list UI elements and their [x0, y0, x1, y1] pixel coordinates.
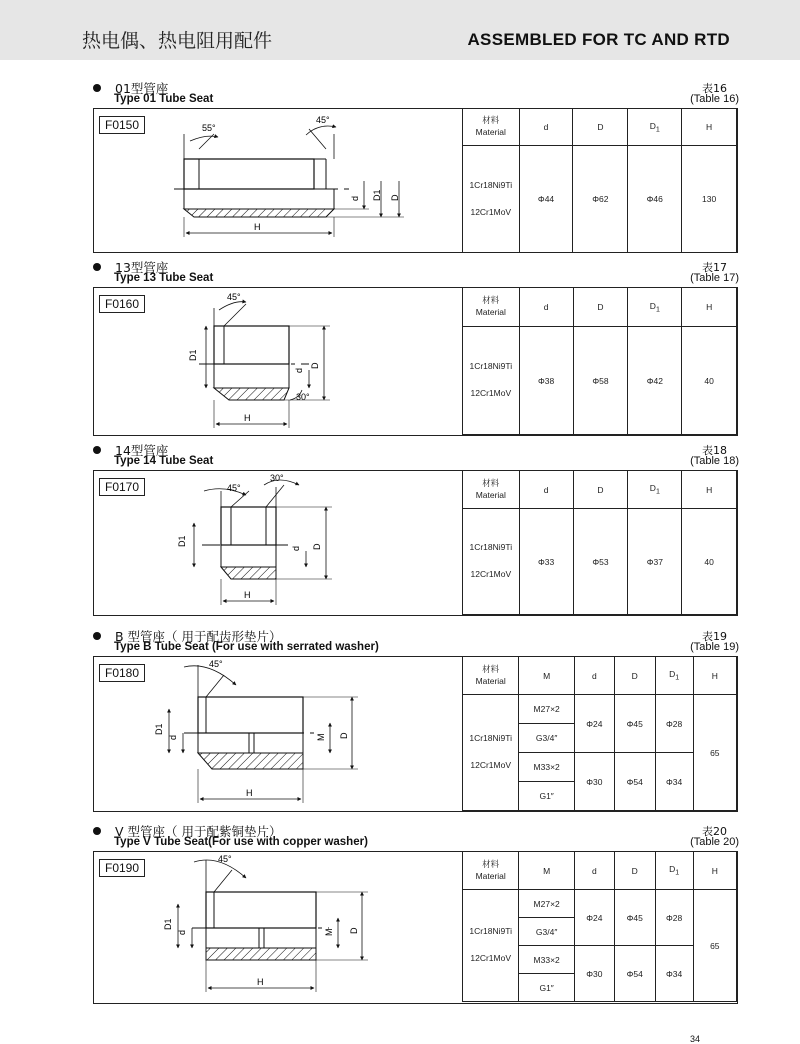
table-number-zh: 表19	[702, 630, 727, 643]
value-D: Φ53	[573, 509, 628, 615]
section-title-en: Type B Tube Seat (For use with serrated washer)	[114, 641, 379, 653]
svg-text:D1: D1	[188, 349, 198, 361]
table-number-zh: 表17	[702, 261, 727, 274]
value-M: M33×2	[519, 753, 575, 782]
svg-text:H: H	[257, 977, 264, 987]
value-d: Φ30	[574, 753, 614, 811]
section-title-zh: 14型管座	[115, 443, 169, 458]
svg-text:H: H	[246, 788, 253, 798]
col-d: d	[519, 109, 573, 146]
value-D: Φ54	[614, 753, 655, 811]
section-title-zh: V 型管座（ 用于配紫铜垫片）	[115, 824, 282, 839]
spec-table	[462, 656, 737, 811]
technical-drawing	[94, 109, 462, 252]
value-D1: Φ37	[628, 509, 682, 615]
material-cell: 1Cr18Ni9Ti 12Cr1MoV	[463, 146, 520, 253]
value-D: Φ45	[614, 695, 655, 753]
col-H: H	[682, 109, 737, 146]
col-M: M	[519, 657, 575, 695]
col-D: D	[614, 657, 655, 695]
page-header	[0, 0, 800, 60]
col-H: H	[682, 288, 737, 327]
value-M: G3/4″	[519, 724, 575, 753]
value-D1: Φ42	[628, 327, 682, 435]
col-d: d	[574, 657, 614, 695]
table-number-zh: 表16	[702, 82, 727, 95]
svg-text:30°: 30°	[296, 392, 310, 402]
product-code: F0170	[99, 478, 145, 496]
svg-text:d: d	[294, 367, 304, 373]
svg-text:M: M	[316, 733, 326, 741]
value-d: Φ24	[574, 695, 614, 753]
col-d: d	[519, 471, 573, 509]
col-H: H	[693, 852, 736, 890]
svg-text:d: d	[177, 929, 187, 935]
value-D: Φ62	[573, 146, 628, 253]
value-d: Φ33	[519, 509, 573, 615]
col-d: d	[519, 288, 573, 327]
value-D1: Φ28	[655, 695, 693, 753]
section-title-zh: 01型管座	[115, 81, 169, 96]
col-D: D	[573, 471, 628, 509]
technical-drawing	[94, 852, 462, 1003]
technical-drawing	[94, 288, 462, 435]
svg-text:45°: 45°	[218, 854, 232, 864]
material-cell: 1Cr18Ni9Ti 12Cr1MoV	[463, 327, 520, 435]
value-H: 40	[682, 509, 737, 615]
svg-text:D1: D1	[154, 723, 164, 735]
value-D: Φ45	[614, 890, 655, 946]
col-D: D	[614, 852, 655, 890]
col-D1: $D_1$	[655, 657, 693, 695]
svg-text:45°: 45°	[209, 659, 223, 669]
value-d: Φ44	[519, 146, 573, 253]
bullet	[93, 632, 101, 640]
value-D1: Φ34	[655, 753, 693, 811]
col-material: 材料 Material	[463, 471, 520, 509]
spec-table	[462, 287, 737, 435]
bullet	[93, 446, 101, 454]
material-cell: 1Cr18Ni9Ti 12Cr1MoV	[463, 695, 519, 811]
product-code: F0180	[99, 664, 145, 682]
col-D1: $D_1$	[628, 109, 682, 146]
section-title-zh: 13型管座	[115, 260, 169, 275]
header-title-zh: 热电偶、热电阻用配件	[82, 30, 273, 52]
spec-table	[462, 851, 737, 1002]
svg-text:H: H	[244, 590, 251, 600]
value-H: 65	[693, 890, 736, 1002]
svg-text:D: D	[312, 543, 322, 550]
col-material: 材料 Material	[463, 852, 519, 890]
value-H: 130	[682, 146, 737, 253]
technical-drawing	[94, 471, 462, 615]
section-title-en: Type V Tube Seat(For use with copper washer)	[114, 836, 368, 848]
svg-text:45°: 45°	[316, 115, 330, 125]
col-D: D	[573, 288, 628, 327]
col-D1: $D_1$	[628, 288, 682, 327]
svg-text:d: d	[168, 734, 178, 740]
svg-text:D1: D1	[177, 535, 187, 547]
value-M: M27×2	[519, 890, 575, 918]
product-code: F0160	[99, 295, 145, 313]
value-D1: Φ28	[655, 890, 693, 946]
bullet	[93, 827, 101, 835]
col-M: M	[519, 852, 575, 890]
section-title-zh: B 型管座（ 用于配齿形垫片）	[115, 629, 282, 644]
value-D1: Φ46	[628, 146, 682, 253]
section-title-en: Type 01 Tube Seat	[114, 93, 214, 105]
bullet	[93, 84, 101, 92]
value-d: Φ38	[519, 327, 573, 435]
value-D: Φ58	[573, 327, 628, 435]
col-D1: $D_1$	[655, 852, 693, 890]
svg-text:45°: 45°	[227, 483, 241, 493]
table-number-en: (Table 20)	[690, 836, 739, 848]
value-d: Φ30	[574, 946, 614, 1002]
spec-box	[93, 656, 738, 812]
svg-text:M: M	[324, 928, 334, 936]
value-H: 65	[693, 695, 736, 811]
product-code: F0190	[99, 859, 145, 877]
table-number-en: (Table 19)	[690, 641, 739, 653]
svg-text:d: d	[350, 195, 360, 201]
value-M: G1″	[519, 782, 575, 811]
col-H: H	[693, 657, 736, 695]
value-D: Φ54	[614, 946, 655, 1002]
spec-box	[93, 287, 738, 436]
section-title-en: Type 13 Tube Seat	[114, 272, 214, 284]
table-number-zh: 表18	[702, 444, 727, 457]
svg-text:D: D	[390, 194, 400, 201]
product-code: F0150	[99, 116, 145, 134]
value-d: Φ24	[574, 890, 614, 946]
col-material: 材料 Material	[463, 109, 520, 146]
value-M: M33×2	[519, 946, 575, 974]
col-H: H	[682, 471, 737, 509]
spec-table	[462, 108, 737, 253]
col-D: D	[573, 109, 628, 146]
col-d: d	[574, 852, 614, 890]
spec-table	[462, 470, 737, 615]
col-D1: $D_1$	[628, 471, 682, 509]
material-cell: 1Cr18Ni9Ti 12Cr1MoV	[463, 890, 519, 1002]
spec-box	[93, 108, 738, 253]
value-H: 40	[682, 327, 737, 435]
table-number-zh: 表20	[702, 825, 727, 838]
col-material: 材料 Material	[463, 657, 519, 695]
svg-text:H: H	[244, 413, 251, 423]
value-M: G1″	[519, 974, 575, 1002]
svg-text:d: d	[291, 545, 301, 551]
spec-box	[93, 470, 738, 616]
svg-text:D: D	[310, 362, 320, 369]
value-D1: Φ34	[655, 946, 693, 1002]
table-number-en: (Table 18)	[690, 455, 739, 467]
svg-text:D1: D1	[163, 918, 173, 930]
svg-text:D1: D1	[372, 189, 382, 201]
section-title-en: Type 14 Tube Seat	[114, 455, 214, 467]
svg-text:30°: 30°	[270, 473, 284, 483]
page-number: 34	[689, 1034, 700, 1044]
svg-text:55°: 55°	[202, 123, 216, 133]
svg-text:D: D	[339, 732, 349, 739]
bullet	[93, 263, 101, 271]
svg-text:45°: 45°	[227, 292, 241, 302]
value-M: M27×2	[519, 695, 575, 724]
header-title-en: ASSEMBLED FOR TC AND RTD	[467, 30, 730, 49]
col-material: 材料 Material	[463, 288, 520, 327]
table-number-en: (Table 17)	[690, 272, 739, 284]
table-number-en: (Table 16)	[690, 93, 739, 105]
material-cell: 1Cr18Ni9Ti 12Cr1MoV	[463, 509, 520, 615]
technical-drawing	[94, 657, 462, 811]
spec-box	[93, 851, 738, 1004]
svg-text:H: H	[254, 222, 261, 232]
value-M: G3/4″	[519, 918, 575, 946]
svg-text:D: D	[349, 927, 359, 934]
